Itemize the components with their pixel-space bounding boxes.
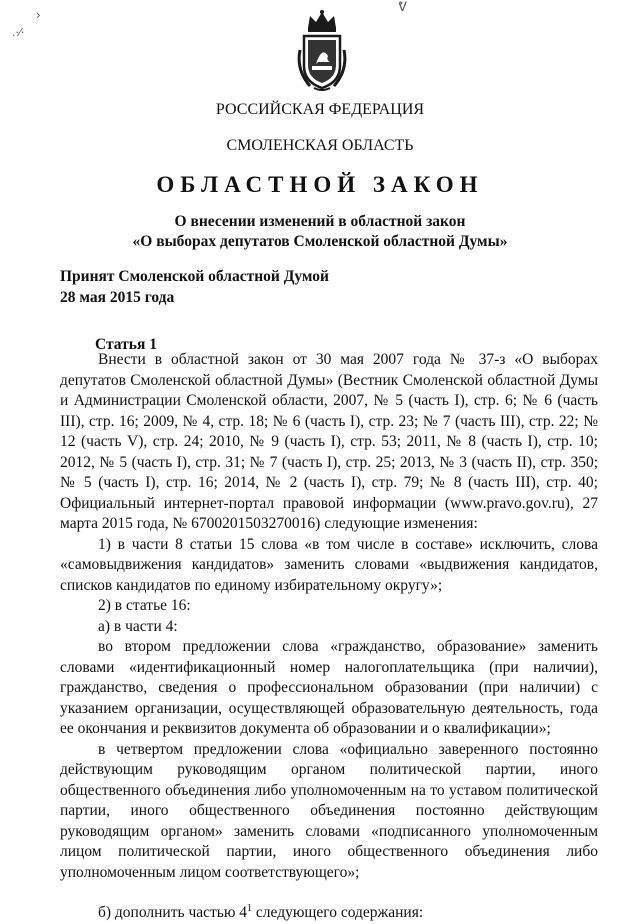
paragraph-second-sentence: во втором предложении слова «гражданство, образование» заменить словами «идентификационный номер налогоплательщика (при наличии), гражданство, сведения о профессиональном образовании (при наличии) с указанием организации, осуществляющей образовательную деятельность, года ее окончания и реквизитов документа об образовании и о квалификации»; bbox=[60, 638, 598, 737]
paragraph-item-1: 1) в части 8 статьи 15 слова «в том числе в составе» исключить, слова «самовыдвижения кандидатов» заменить словами «выдвижения кандидатов, списков кандидатов по единому избирательному округу»; bbox=[60, 535, 598, 594]
acceptance-block bbox=[60, 266, 329, 308]
paragraph-fourth-sentence: в четвертом предложении слова «официально заверенного постоянно действующим руководящим органом политической партии, иного общественного объединения либо уполномоченным на то уставом политической партии, иного общественного объединения постоянно действующим руководящим органом» заменить словами «подписанного уполномоченным лицом политической партии, иного общественного объединения либо уполномоченным лицом соответствующего»; bbox=[60, 740, 598, 881]
paragraph-item-2b bbox=[60, 903, 598, 924]
article-heading: Статья 1 bbox=[95, 336, 157, 353]
superscript: 1 bbox=[247, 902, 253, 914]
paragraph-item-2a: а) в части 4: bbox=[98, 617, 178, 635]
country-heading: РОССИЙСКАЯ ФЕДЕРАЦИЯ bbox=[215, 101, 425, 118]
acceptance-line: Принят Смоленской областной Думой bbox=[60, 268, 329, 285]
document-type-title: ОБЛАСТНОЙ ЗАКОН bbox=[156, 172, 484, 197]
paragraph-item-2: 2) в статье 16: bbox=[98, 597, 191, 614]
region-heading: СМОЛЕНСКАЯ ОБЛАСТЬ bbox=[226, 137, 414, 154]
item-2b-text-end: следующего содержания: bbox=[255, 904, 424, 921]
law-title-line-2: «О выборах депутатов Смоленской областной Думы» bbox=[132, 233, 508, 250]
scan-mark-left: › bbox=[36, 8, 41, 22]
paragraph-intro: Внести в областной закон от 30 мая 2007 года № 37-з «О выборах депутатов Смоленской областной Думы» (Вестник Смоленской областной Думы и Администрации Смоленской области, 2007, № 5 (часть I), стр. 6; № 6 (часть III), стр. 16; 2009, № 4, стр. 18; № 6 (часть I), стр. 23; № 7 (часть III), стр. 22; № 12 (часть V), стр. 24; 2010, № 9 (часть I), стр. 53; 2011, № 8 (часть I), стр. 10; 2012, № 5 (часть I), стр. 31; № 7 (часть I), стр. 25; 2013, № 3 (часть II), стр. 350; № 5 (часть I), стр. 16; 2014, № 2 (часть I), стр. 79; № 8 (часть III), стр. 40; Официальный интернет-портал правовой информации (www.pravo.gov.ru), 27 марта 2015 года, № 6700201503270016) следующие изменения: bbox=[60, 351, 598, 532]
coat-of-arms-emblem bbox=[296, 10, 348, 92]
item-2b-text: б) дополнить частью 4 bbox=[98, 904, 248, 921]
scan-mark-left-2: .·⁄· bbox=[12, 26, 25, 39]
law-title-line-1: О внесении изменений в областной закон bbox=[174, 213, 466, 230]
article-body bbox=[60, 350, 598, 924]
scan-mark-top: ᕓ bbox=[398, 0, 407, 15]
acceptance-date: 28 мая 2015 года bbox=[60, 289, 175, 306]
